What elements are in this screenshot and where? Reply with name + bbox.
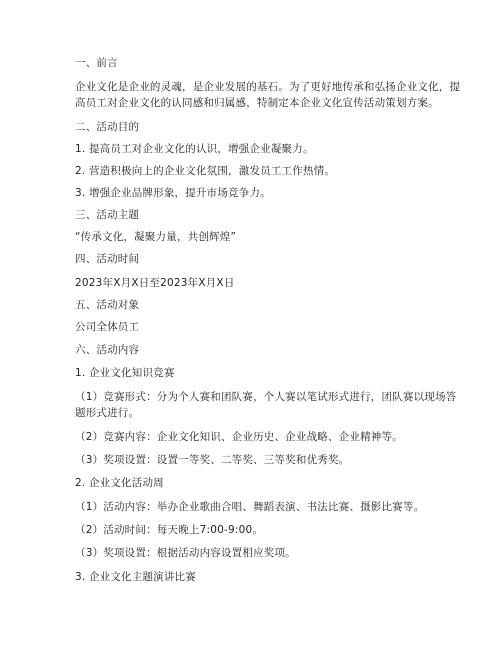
goal-item-2: 2. 营造积极向上的企业文化氛围，激发员工工作热情。 — [75, 165, 336, 177]
section-heading-theme: 三、活动主题 — [75, 209, 140, 221]
goal-item-3: 3. 增强企业品牌形象，提升市场竞争力。 — [75, 187, 271, 199]
section-heading-purpose: 二、活动目的 — [75, 121, 140, 133]
time-text: 2023年X月X日至2023年X月X日 — [75, 277, 235, 289]
section-heading-audience: 五、活动对象 — [75, 299, 140, 311]
item-1-form-line-1: （1）竞赛形式：分为个人赛和团队赛，个人赛以笔试形式进行，团队赛以现场答 — [75, 391, 457, 403]
goal-item-1: 1. 提高员工对企业文化的认识，增强企业凝聚力。 — [75, 143, 314, 155]
item-1-content: （2）竞赛内容：企业文化知识、企业历史、企业战略、企业精神等。 — [75, 431, 403, 443]
audience-text: 公司全体员工 — [75, 321, 140, 333]
theme-text: “传承文化，凝聚力量，共创辉煌” — [75, 231, 237, 243]
item-1-form-line-2: 题形式进行。 — [75, 407, 140, 419]
section-heading-content: 六、活动内容 — [75, 344, 140, 356]
item-1-awards: （3）奖项设置：设置一等奖、二等奖、三等奖和优秀奖。 — [75, 454, 350, 466]
preface-paragraph-line-1: 企业文化是企业的灵魂，是企业发展的基石。为了更好地传承和弘扬企业文化，提 — [75, 81, 461, 93]
section-heading-preface: 一、前言 — [75, 57, 118, 69]
item-2-content: （1）活动内容：举办企业歌曲合唱、舞蹈表演、书法比赛、摄影比赛等。 — [75, 501, 425, 513]
section-heading-time: 四、活动时间 — [75, 253, 140, 265]
item-2-time: （2）活动时间：每天晚上7:00-9:00。 — [75, 524, 264, 536]
item-3-title: 3. 企业文化主题演讲比赛 — [75, 571, 196, 583]
preface-paragraph-line-2: 高员工对企业文化的认同感和归属感，特制定本企业文化宣传活动策划方案。 — [75, 97, 439, 109]
item-2-awards: （3）奖项设置：根据活动内容设置相应奖项。 — [75, 547, 296, 559]
item-1-title: 1. 企业文化知识竞赛 — [75, 367, 175, 379]
item-2-title: 2. 企业文化活动周 — [75, 477, 164, 489]
